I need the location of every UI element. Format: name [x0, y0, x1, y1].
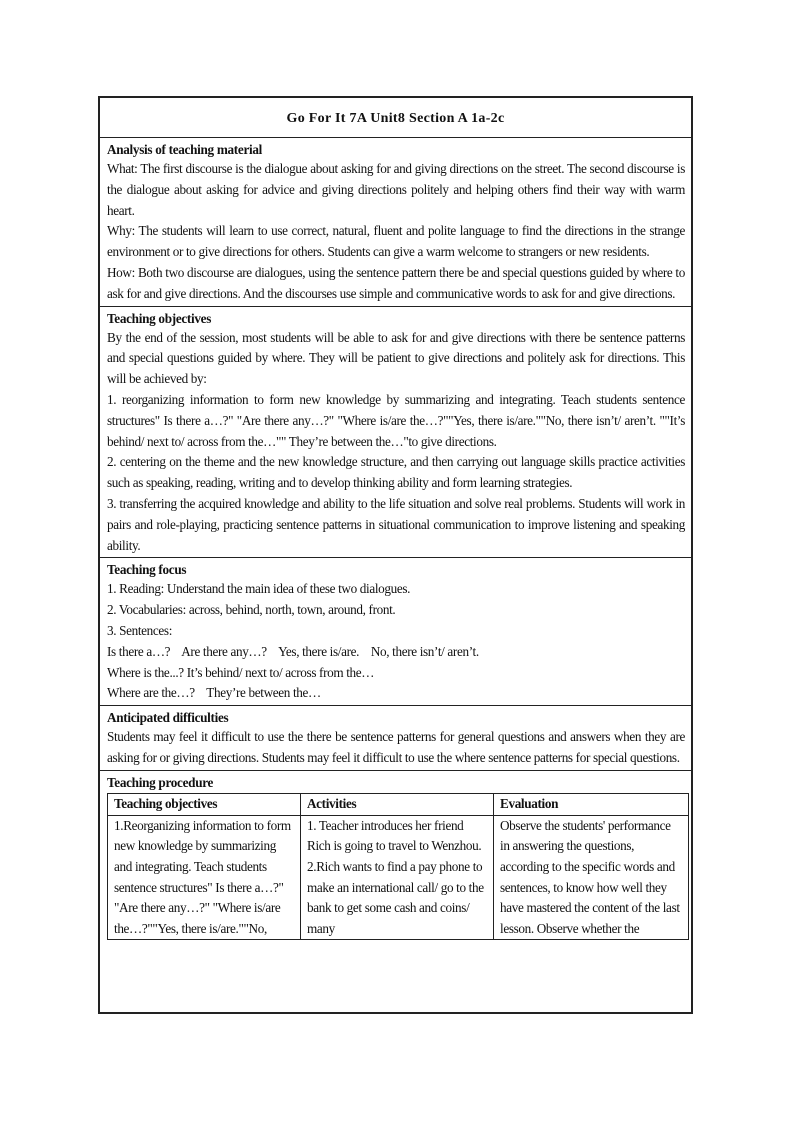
difficulties-text: Students may feel it difficult to use the there be sentence patterns for general questions and answers when they are asking for or giving directions. Students may feel it difficult to use the where sentence patterns for special questions.	[107, 729, 685, 765]
objective-item: 1. reorganizing information to form new knowledge by summarizing and integrating. Teach students sentence structures" Is there a…?" "Are there any…?" "Where is/are the…?""Yes, there is/are.""No, there isn’t/ aren’t. ""It’s behind/ next to/ across from the…"" They’re between the…"to give directions.	[107, 391, 685, 449]
procedure-table	[107, 793, 689, 941]
focus-heading: Teaching focus	[107, 562, 187, 578]
cell-evaluation: Observe the students' performance in answering the questions, according to the specific words and sentences, to know how well they have mastered the content of the last lesson. Observe whether the	[494, 815, 689, 940]
focus-line: 3. Sentences:	[107, 622, 173, 638]
cell-objectives: 1.Reorganizing information to form new knowledge by summarizing and integrating. Teach students sentence structures" Is there a…?" "Are there any…?" "Where is/are the…?""Yes, there is/are.""No,	[108, 815, 301, 940]
focus-line: Where are the…? They’re between the…	[107, 685, 321, 701]
objectives-intro: By the end of the session, most students will be able to ask for and give directions with there be sentence patterns and special questions guided by where. They will be patient to give directions and politely ask for directions. This will be achieved by:	[107, 329, 685, 387]
analysis-why: Why: The students will learn to use correct, natural, fluent and polite language to find the directions in the strange environment or to give directions for others. Students can give a warm welcome to strangers or new residents.	[107, 223, 685, 260]
objective-item: 3. transferring the acquired knowledge and ability to the life situation and solve real problems. Students will work in pairs and role-playing, practicing sentence patterns in situational communication to improve listening and speaking ability.	[107, 495, 685, 553]
focus-line: 2. Vocabularies: across, behind, north, town, around, front.	[107, 602, 396, 618]
analysis-heading: Analysis of teaching material	[107, 142, 263, 157]
analysis-how: How: Both two discourse are dialogues, using the sentence pattern there be and special questions guided by where to ask for and give directions. And the discourses use simple and communicative words to ask for and give directions.	[107, 264, 685, 301]
focus-line: Is there a…? Are there any…? Yes, there is/are. No, there isn’t/ aren’t.	[107, 643, 479, 659]
column-header-evaluation: Evaluation	[494, 793, 689, 815]
difficulties-section	[100, 706, 691, 771]
objectives-heading: Teaching objectives	[107, 310, 212, 326]
procedure-heading: Teaching procedure	[107, 774, 214, 790]
cell-activities: 1. Teacher introduces her friend Rich is going to travel to Wenzhou. 2.Rich wants to find a pay phone to make an international call/ go to the bank to get some cash and coins/ many	[301, 815, 494, 940]
analysis-what: What: The first discourse is the dialogue about asking for and giving directions on the street. The second discourse is the dialogue about asking for advice and giving directions politely and helping others find their way with warm heart.	[107, 161, 685, 218]
table-header-row	[108, 793, 689, 815]
column-header-objectives: Teaching objectives	[108, 793, 301, 815]
focus-line: 1. Reading: Understand the main idea of these two dialogues.	[107, 581, 411, 597]
focus-section	[100, 558, 691, 706]
table-row	[108, 815, 689, 940]
objectives-section	[100, 307, 691, 559]
difficulties-heading: Anticipated difficulties	[107, 710, 229, 726]
focus-line: Where is the...? It’s behind/ next to/ across from the…	[107, 664, 375, 680]
column-header-activities: Activities	[301, 793, 494, 815]
analysis-section	[100, 138, 691, 307]
document-title: Go For It 7A Unit8 Section A 1a-2c	[100, 98, 691, 138]
objective-item: 2. centering on the theme and the new knowledge structure, and then carrying out language skills practice activities such as speaking, reading, writing and to develop thinking ability and form learning strategies.	[107, 454, 685, 491]
lesson-plan-document	[98, 96, 693, 1014]
procedure-section	[100, 771, 691, 941]
